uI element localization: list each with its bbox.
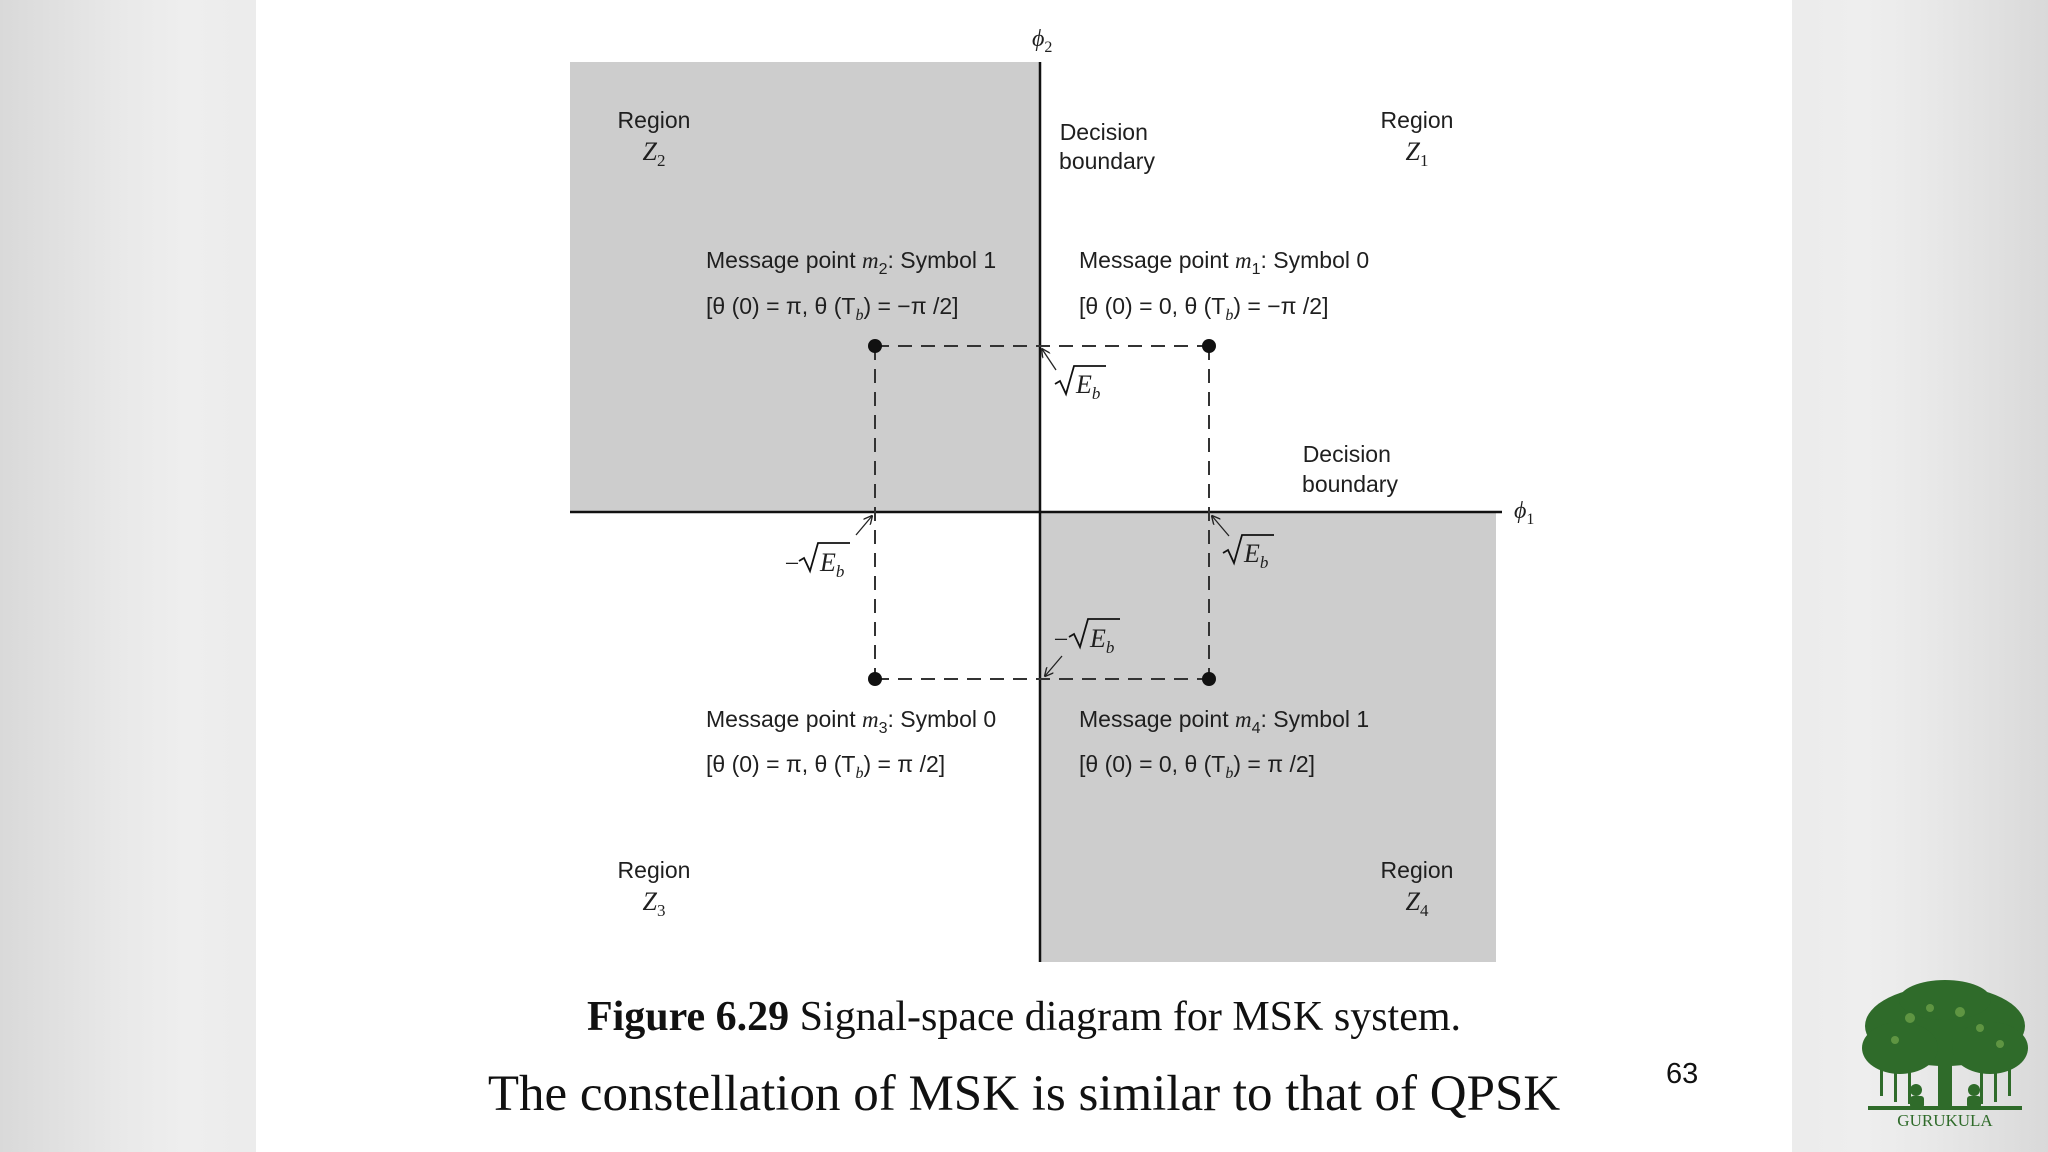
svg-text:Z1: $Z_1$ [1405,137,1429,170]
signal-space-diagram [256,0,1792,980]
svg-text:Message point m3: Symbol 0: Message point $m_3$: Symbol 0 [706,706,997,737]
message-point-m3-label [706,706,996,782]
svg-text:Z4: $Z_4$ [1405,887,1429,920]
page-number: 63 [1666,1058,1699,1090]
svg-text:Eb: $E_b$ [1076,370,1101,403]
region-z3-label [618,857,691,920]
svg-text:[θ (0) = π, θ (Tb) = −π /2]: [θ (0) = π, θ $(T_b) = -\pi$ /2] [706,293,959,324]
figure-caption [256,993,1792,1041]
region-z4-shading [1040,512,1496,962]
svg-text:Z3: $Z_3$ [642,887,666,920]
phi2-axis-label: $\phi_2$ [1032,26,1053,56]
sqrt-eb-label-phi2-positive [1042,349,1106,403]
svg-text:Eb: $E_b$ [1090,624,1115,657]
message-point-m4 [1202,672,1216,686]
slide [256,0,1792,1152]
slide-subtitle: The constellation of MSK is similar to that of QPSK [487,1066,1561,1122]
svg-text:Message point m2: Symbol 1: Message point $m_2$: Symbol 1 [706,247,997,278]
svg-text:Region: Region [617,107,691,133]
svg-text:Eb: $E_b$ [1244,539,1269,572]
figure-number: Figure 6.29 [586,994,790,1040]
svg-text:Region: Region [1380,107,1454,133]
phi1-axis-label: $\phi_1$ [1514,498,1535,528]
svg-text:[θ (0) = π, θ (Tb) = π /2]: [θ (0) = π, θ $(T_b) = \pi$ /2] [706,751,946,782]
svg-text:−: − [783,549,801,578]
message-point-m1 [1202,339,1216,353]
gurukula-logo-text: GURUKULA [1897,1111,1993,1130]
svg-text:Z2: $Z_2$ [642,137,666,170]
decision-boundary-label-right: Decision boundary [1302,441,1398,497]
region-z1-label [1381,107,1454,170]
svg-text:−: − [1052,625,1070,654]
gurukula-tree-logo [1860,978,2030,1130]
neg-sqrt-eb-label-phi1 [783,516,872,581]
message-point-m2 [868,339,882,353]
message-point-m1-label [1079,247,1369,324]
svg-text:[θ (0) = 0, θ (Tb) = π /2]: [θ (0) = 0, θ $(T_b) = \pi$ /2] [1079,751,1316,782]
svg-text:Eb: $E_b$ [820,548,845,581]
svg-text:Message point m4: Symbol 1: Message point $m_4$: Symbol 1 [1079,706,1370,737]
svg-text:Region: Region [1380,857,1454,883]
svg-text:Message point m1: Symbol 0: Message point $m_1$: Symbol 0 [1079,247,1370,278]
message-point-m3 [868,672,882,686]
decision-boundary-label-top: Decision boundary [1059,119,1155,174]
svg-text:Region: Region [617,857,691,883]
figure-caption-text: Signal-space diagram for MSK system. [789,994,1462,1040]
svg-text:[θ (0) = 0, θ (Tb) = −π /2]: [θ (0) = 0, θ $(T_b) = -\pi$ /2] [1079,293,1329,324]
